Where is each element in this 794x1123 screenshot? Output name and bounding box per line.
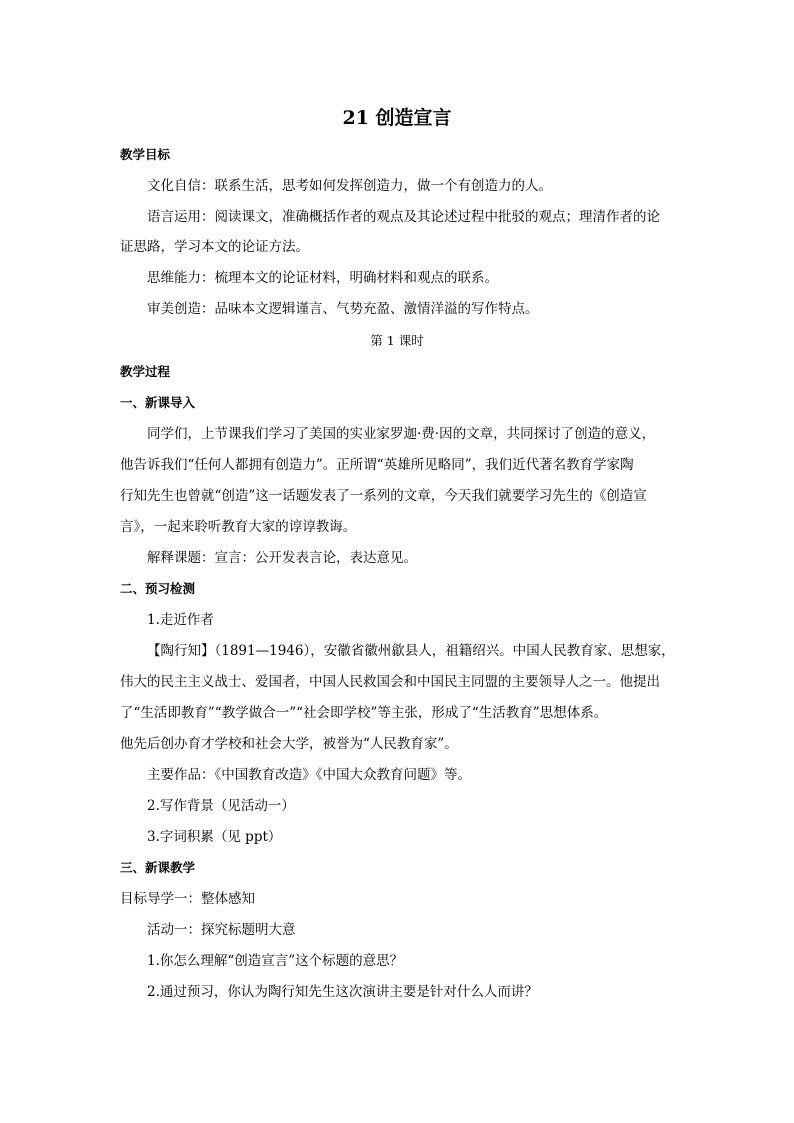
heading-objectives: 教学目标 [120,147,171,162]
question-2: 2.通过预习，你认为陶行知先生这次演讲主要是针对什么人而讲？ [147,984,538,1000]
intro-para-2: 他告诉我们“任何人都拥有创造力”。正所谓“英雄所见略同”，我们近代著名教育学家陶 [120,457,634,473]
heading-intro: 一、新课导入 [120,395,196,410]
objective-language: 语言运用：阅读课文，准确概括作者的观点及其论述过程中批驳的观点；理清作者的论 [147,209,660,225]
heading-preview: 二、预习检测 [120,581,196,596]
question-1: 1.你怎么理解“创造宣言”这个标题的意思？ [147,953,404,969]
goal-1: 目标导学一：整体感知 [120,891,255,907]
page-title: 21 创造宣言 [342,107,452,129]
preview-item-3: 3.字词积累（见 ppt） [147,829,282,845]
activity-1: 活动一：探究标题明大意 [147,922,296,938]
author-para-4: 他先后创办育才学校和社会大学，被誉为“人民教育家”。 [120,736,458,752]
author-para-2: 伟大的民主主义战士、爱国者，中国人民救国会和中国民主同盟的主要领导人之一。他提出 [120,674,660,690]
preview-item-1: 1.走近作者 [147,612,214,628]
author-para-3: 了“生活即教育”“教学做合一”“社会即学校”等主张，形成了“生活教育”思想体系。 [120,705,608,721]
objective-language-cont: 证思路，学习本文的论证方法。 [120,239,309,255]
intro-para-3: 行知先生也曾就“创造”这一话题发表了一系列的文章，今天我们就要学习先生的《创造宣 [120,488,647,504]
heading-process: 教学过程 [120,364,171,379]
title-explanation: 解释课题：宣言：公开发表言论，表达意见。 [147,550,417,566]
intro-para-4: 言》，一起来聆听教育大家的谆谆教诲。 [120,519,357,535]
main-works: 主要作品：《中国教育改造》《中国大众教育问题》等。 [147,767,471,783]
heading-new-lesson: 三、新课教学 [120,860,196,875]
preview-item-2: 2.写作背景（见活动一） [147,798,295,814]
author-para-1: 【陶行知】（1891—1946），安徽省徽州歙县人，祖籍绍兴。中国人民教育家、思想家， [147,643,675,659]
objective-aesthetic: 审美创造：品味本文逻辑谨言、气势充盈、激情洋溢的写作特点。 [147,301,539,317]
lesson-label: 第 1 课时 [370,333,424,348]
objective-thinking: 思维能力：梳理本文的论证材料，明确材料和观点的联系。 [147,270,498,286]
intro-para-1: 同学们，上节课我们学习了美国的实业家罗迦·费·因的文章，共同探讨了创造的意义， [147,426,656,442]
objective-culture: 文化自信：联系生活，思考如何发挥创造力，做一个有创造力的人。 [147,178,552,194]
